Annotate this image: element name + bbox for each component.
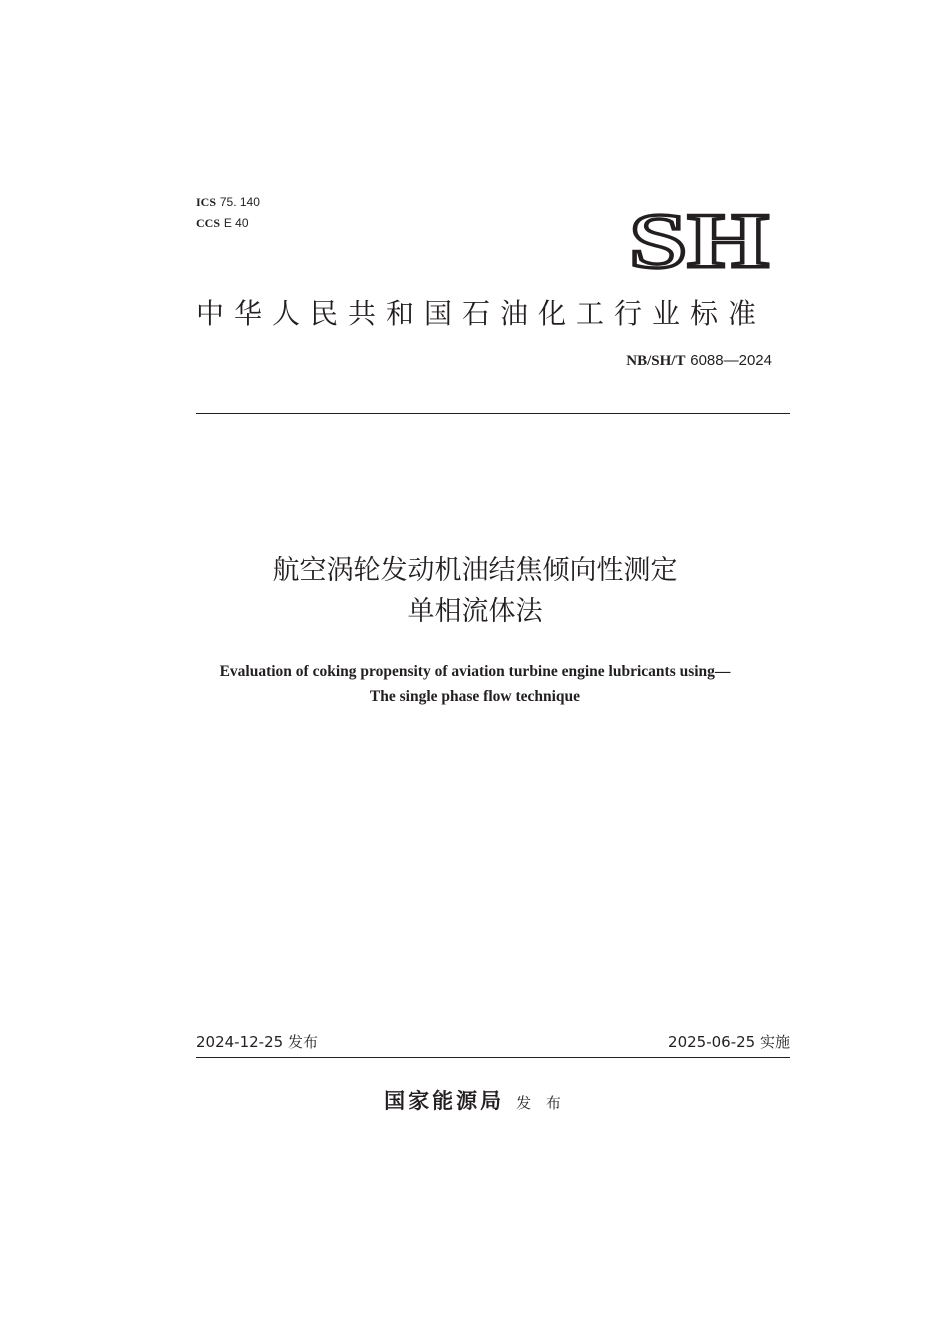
title-en-line1: Evaluation of coking propensity of aviation turbine engine lubricants using—: [219, 663, 731, 680]
standard-number-value: 6088—2024: [690, 352, 772, 369]
top-divider: [196, 413, 790, 414]
ics-code: [196, 192, 260, 213]
standard-number-prefix: NB/SH/T: [626, 353, 686, 369]
standard-number: [626, 351, 772, 370]
sh-logo-text: SH: [629, 205, 769, 273]
sh-logo: [626, 205, 772, 273]
title-en-line2: The single phase flow technique: [369, 688, 581, 705]
industry-standard-heading: 中华人民共和国石油化工行业标准: [196, 297, 767, 330]
ics-value: 75. 140: [219, 195, 260, 209]
issuer-action: 发 布: [516, 1094, 566, 1112]
title-cn-line1: 航空涡轮发动机油结焦倾向性测定: [272, 555, 678, 586]
ccs-value: E 40: [223, 216, 249, 230]
issuer: [0, 1085, 950, 1115]
title-cn-line2: 单相流体法: [407, 596, 543, 627]
classification-codes: [196, 192, 260, 234]
implementation-date: 2025-06-25 实施: [668, 1033, 790, 1051]
issue-date: 2024-12-25 发布: [196, 1033, 318, 1051]
ccs-code: [196, 213, 260, 234]
ics-label: ICS: [196, 195, 217, 209]
ccs-label: CCS: [196, 216, 221, 230]
issuer-organization: 国家能源局: [384, 1089, 505, 1113]
bottom-divider: [196, 1057, 790, 1058]
